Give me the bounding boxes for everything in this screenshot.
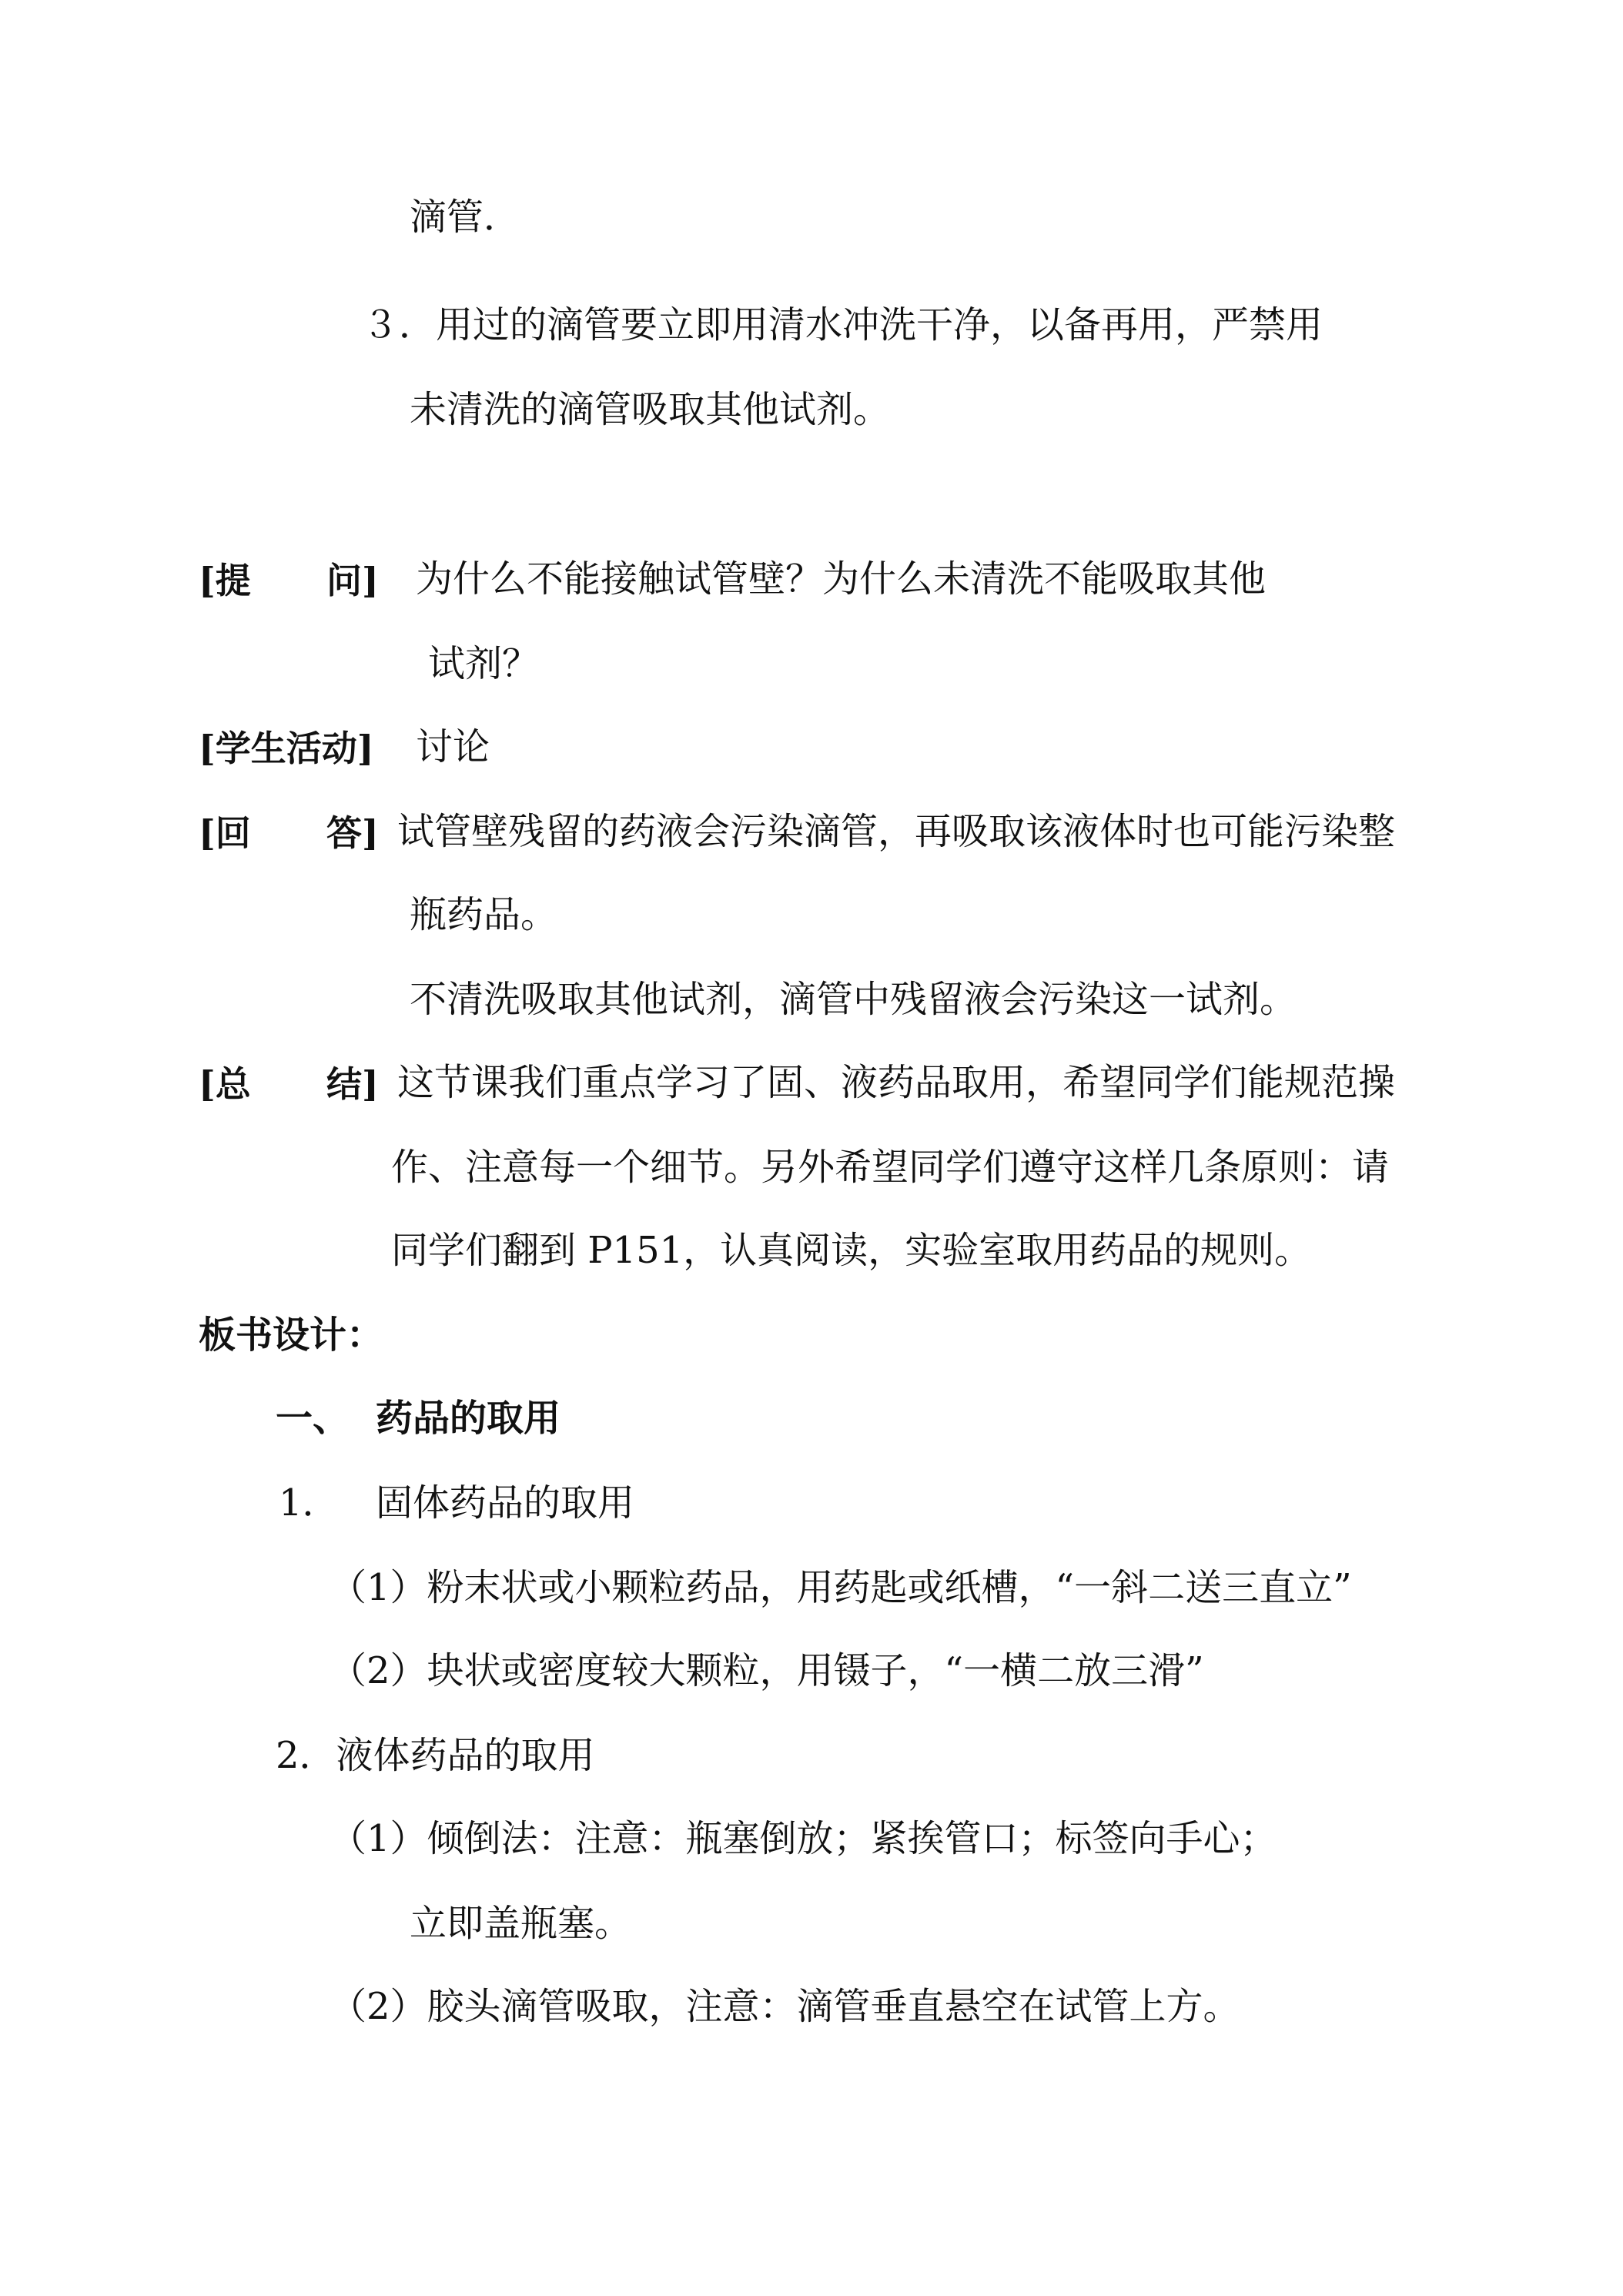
summary-text: 作、注意每一个细节。另外希望同学们遵守这样几条原则：请 [391, 1146, 1390, 1189]
answer-text: 试管壁残留的药液会污染滴管，再吸取该液体时也可能污染整 [397, 810, 1396, 853]
answer-text: 不清洗吸取其他试剂，滴管中残留液会污染这一试剂。 [410, 978, 1297, 1021]
board-subitem: （1）倾倒法：注意：瓶塞倒放；紧挨管口；标签向手心； [330, 1817, 1277, 1860]
board-subitem: （2）块状或密度较大颗粒，用镊子，“一横二放三滑” [330, 1649, 1204, 1692]
activity-text: 讨论 [416, 725, 490, 768]
summary-text: 这节课我们重点学习了固、液药品取用，希望同学们能规范操 [397, 1061, 1396, 1104]
question-tag-left: [提 [199, 560, 251, 601]
question-text: 为什么不能接触试管壁？为什么未清洗不能吸取其他 [416, 557, 1267, 601]
board-subitem: （2）胶头滴管吸取，注意：滴管垂直悬空在试管上方。 [330, 1985, 1240, 2028]
question-text: 试剂？ [428, 642, 540, 685]
answer-tag-left: [回 [199, 812, 251, 854]
board-item-number: 1． [279, 1481, 340, 1525]
board-title: 板书设计： [199, 1314, 384, 1357]
board-item: 固体药品的取用 [376, 1481, 635, 1525]
board-heading-number: 一、 [276, 1397, 350, 1440]
summary-tag-left: [总 [199, 1063, 251, 1105]
answer-tag-right: 答] [326, 812, 379, 854]
answer-text: 瓶药品。 [410, 893, 558, 936]
board-heading: 药品的取用 [376, 1397, 561, 1440]
board-item: 2．液体药品的取用 [276, 1734, 595, 1777]
activity-tag: [学生活动] [199, 728, 374, 769]
board-subitem: （1）粉末状或小颗粒药品，用药匙或纸槽，“一斜二送三直立” [330, 1566, 1352, 1609]
board-subitem: 立即盖瓶塞。 [410, 1902, 632, 1945]
text-line: 未清洗的滴管吸取其他试剂。 [410, 388, 891, 431]
summary-tag-right: 结] [326, 1063, 379, 1105]
text-line: 滴管． [410, 196, 521, 239]
text-line: ３．用过的滴管要立即用清水冲洗干净，以备再用，严禁用 [362, 303, 1323, 346]
summary-text: 同学们翻到 P151，认真阅读，实验室取用药品的规则。 [391, 1229, 1312, 1272]
question-tag-right: 问] [326, 560, 379, 601]
